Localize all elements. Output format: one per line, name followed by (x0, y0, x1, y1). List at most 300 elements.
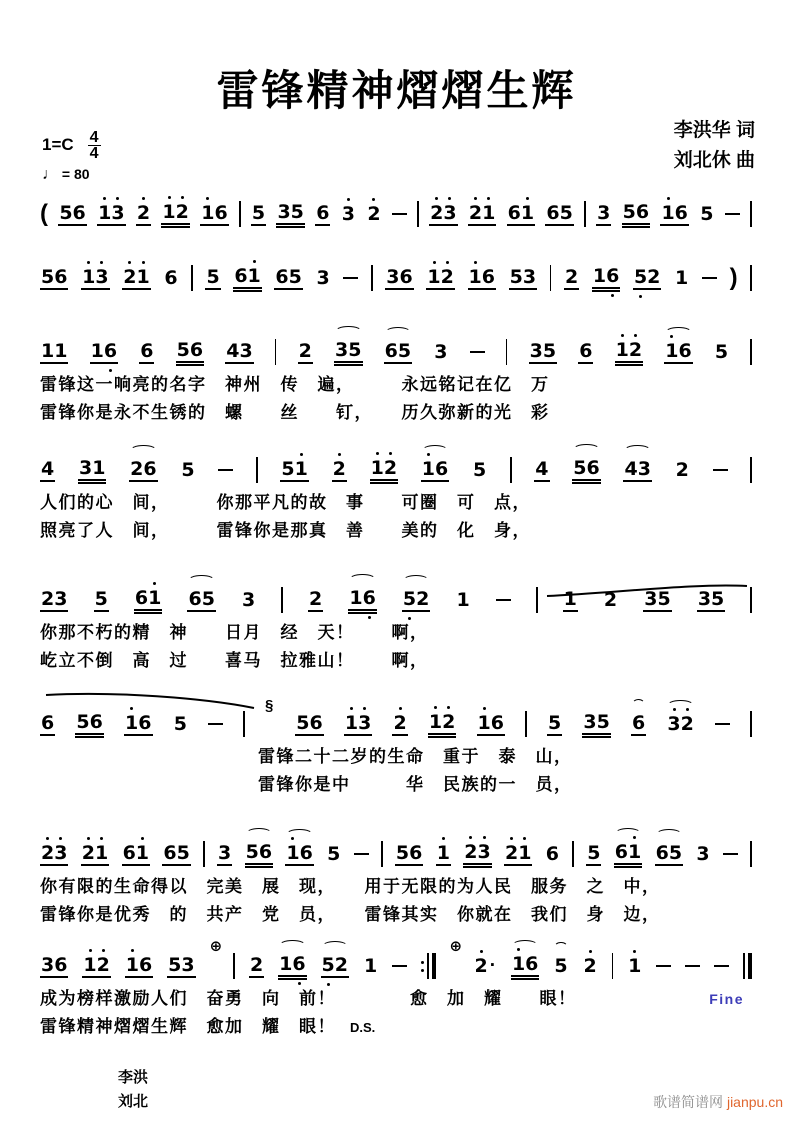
lyric-text: 照亮了人 间， 雷锋你是那真 善 美的 化 身， (40, 521, 531, 540)
note: 6 (490, 712, 504, 734)
note: 1 (82, 266, 96, 288)
lyric-text: 雷锋你是永不生锈的 螺 丝 钉， 历久弥新的光 彩 (40, 403, 550, 422)
lyric-text: 雷锋精神熠熠生辉 愈加 耀 眼！ (40, 1017, 336, 1036)
note-group (326, 843, 341, 865)
note: 1 (421, 458, 436, 480)
note-group (433, 341, 448, 363)
note: 3 (316, 267, 330, 289)
note-group (217, 842, 232, 866)
notation-line (40, 582, 752, 618)
note-group (334, 339, 362, 366)
note: 6 (188, 588, 202, 610)
note: 1 (436, 842, 450, 864)
note-group (124, 712, 152, 736)
note: 6 (134, 586, 149, 609)
note: 2 (334, 954, 349, 976)
note-group (623, 458, 651, 482)
note-group (139, 340, 154, 364)
note-group (572, 457, 600, 484)
barline (203, 841, 205, 867)
barline (750, 841, 752, 867)
note-group (316, 267, 331, 289)
barline (612, 953, 614, 979)
notation-system (40, 582, 752, 674)
note: 5 (290, 200, 304, 223)
meter-numerator: 4 (89, 129, 99, 146)
note: 3 (386, 266, 400, 288)
note: 5 (668, 842, 683, 864)
note-group (122, 842, 150, 866)
note: 2 (41, 588, 55, 610)
note-group (615, 339, 643, 366)
note: 2 (430, 202, 444, 224)
note-group (660, 202, 688, 226)
note-group (136, 202, 151, 226)
barline (750, 339, 752, 365)
lyric-text: 雷锋你是优秀 的 共产 党 员， 雷锋其实 你就在 我们 身 边， (40, 905, 661, 924)
note: 1 (136, 266, 150, 288)
note: 2 (440, 266, 454, 288)
note: 6 (214, 202, 228, 224)
note-group (534, 458, 549, 482)
note: 3 (341, 203, 355, 225)
note-group (176, 339, 204, 366)
note: 1 (349, 586, 363, 609)
note-group (274, 266, 302, 290)
note-group (122, 266, 150, 290)
note: 3 (696, 843, 710, 865)
note: 5 (173, 713, 187, 735)
barline (750, 201, 752, 227)
note-group (545, 202, 573, 226)
note: 3 (644, 588, 658, 610)
note: 2 (298, 340, 312, 362)
note-group (545, 843, 560, 865)
note: 2 (564, 266, 579, 288)
note: 2 (680, 713, 694, 735)
note: 6 (316, 202, 330, 224)
note-group (40, 712, 55, 736)
composer-credit: 刘北休 曲 (673, 150, 755, 171)
note-group (40, 340, 68, 364)
note-group (278, 953, 306, 980)
lyric-line (40, 902, 752, 928)
note: 4 (41, 458, 55, 480)
footer-credit-line1: 李洪 (118, 1069, 149, 1086)
note-group (426, 266, 454, 290)
note-group (504, 842, 532, 866)
coda-icon: ⊕ (449, 938, 463, 955)
note: 1 (54, 340, 68, 362)
lyric-line (40, 986, 752, 1012)
note: 4 (535, 458, 549, 480)
note: 1 (511, 952, 526, 975)
note: 6 (143, 458, 157, 480)
lyric-line (40, 772, 752, 798)
notation-system (40, 260, 752, 296)
key-label: 1=C (42, 134, 74, 154)
note: 3 (218, 842, 232, 864)
note-group (477, 712, 505, 736)
note-group (507, 202, 535, 226)
note: 5 (176, 338, 190, 361)
notation-system (40, 334, 752, 426)
note: 3 (277, 200, 291, 223)
notation-system (40, 836, 752, 928)
note: 5 (181, 459, 195, 481)
note-group (40, 458, 55, 482)
note: 6 (122, 842, 136, 864)
note: 5 (472, 459, 487, 481)
notation-line (40, 452, 752, 488)
note-group (251, 202, 266, 226)
note: 1 (370, 456, 384, 479)
note-group (631, 712, 646, 736)
note: 6 (258, 840, 273, 863)
note: 1 (92, 456, 106, 479)
note: 1 (98, 202, 112, 224)
note: 6 (41, 712, 55, 734)
note-group (402, 588, 430, 612)
note-group (582, 955, 597, 977)
thin-bar (427, 953, 429, 979)
note-group (308, 588, 323, 612)
note: 5 (587, 842, 601, 864)
note: 1 (520, 202, 535, 224)
repeat-dots (421, 953, 424, 979)
note: 1 (279, 952, 293, 975)
note-group (40, 266, 68, 290)
note: 3 (667, 713, 681, 735)
site-url: jianpu.cn (726, 1094, 783, 1110)
note: 2 (123, 266, 137, 288)
note-group (40, 954, 68, 978)
lyric-line (40, 518, 752, 544)
notation-line (40, 696, 752, 742)
note-group (163, 267, 178, 289)
lyric-line (40, 372, 752, 398)
barline (233, 953, 235, 979)
note: 2 (175, 200, 189, 223)
note-group (341, 203, 356, 225)
note: 3 (41, 954, 55, 976)
note: 6 (138, 712, 152, 734)
song-title: 雷锋精神熠熠生辉 (216, 67, 577, 114)
note: 6 (140, 340, 154, 362)
note: 5 (251, 202, 266, 224)
final-barline (743, 953, 752, 979)
note: 5 (348, 338, 362, 361)
duration-dash (343, 277, 358, 280)
note-group (332, 458, 347, 482)
note: 3 (597, 202, 611, 224)
barline (750, 457, 752, 483)
note: 2 (505, 842, 519, 864)
note: 5 (554, 955, 568, 977)
note: 2 (583, 955, 597, 977)
meter-denominator: 4 (89, 145, 99, 162)
note: 6 (614, 840, 629, 863)
note-group (392, 712, 407, 736)
note-group (603, 589, 618, 611)
note: 3 (111, 202, 125, 224)
note-group (586, 842, 601, 866)
note-group (468, 266, 496, 290)
note: 6 (635, 200, 650, 223)
barline (506, 339, 508, 365)
note: 4 (624, 458, 638, 480)
note: 2 (130, 458, 144, 480)
lyric-line (40, 1014, 752, 1041)
paren-mark: ) (729, 264, 738, 291)
augmentation-dot: · (489, 955, 497, 976)
duration-dash (208, 723, 223, 726)
note-group (455, 589, 470, 611)
note-group (245, 841, 273, 868)
note: 2 (468, 202, 483, 224)
note: 6 (54, 266, 68, 288)
note-group (666, 713, 694, 735)
note-group (370, 457, 398, 484)
dot (421, 969, 424, 972)
note: 6 (292, 952, 306, 975)
note-group (622, 201, 650, 228)
note: 5 (547, 712, 562, 734)
note-group (472, 459, 487, 481)
notation-line (40, 938, 752, 984)
notation-line (40, 836, 752, 872)
note: 4 (226, 340, 240, 362)
note: 2 (628, 338, 643, 361)
note: 5 (201, 588, 215, 610)
lyric-text: 雷锋这一响亮的名字 神州 传 遍， 永远铭记在亿 万 (40, 375, 550, 394)
note: 5 (596, 710, 610, 733)
note: 2 (309, 588, 323, 610)
note: 1 (468, 266, 482, 288)
note: 5 (622, 200, 636, 223)
note: 1 (665, 340, 679, 362)
thin-bar (743, 953, 745, 979)
credits (674, 116, 755, 176)
note-group (58, 202, 86, 226)
note: 3 (54, 842, 68, 864)
note-group (596, 202, 611, 226)
barline (750, 587, 752, 613)
duration-dash (218, 469, 233, 472)
note-group (295, 712, 323, 736)
barline (750, 265, 752, 291)
note: 6 (89, 710, 103, 733)
note: 2 (136, 202, 151, 224)
note: 3 (54, 588, 68, 610)
note: 6 (189, 338, 204, 361)
note-group (429, 202, 457, 226)
note-group (468, 202, 496, 226)
barline (417, 201, 419, 227)
note-group (82, 954, 110, 978)
note: 5 (206, 266, 220, 288)
note: 1 (563, 588, 577, 610)
site-name: 歌谱简谱网 (653, 1094, 724, 1110)
note: 5 (573, 456, 587, 479)
note: 6 (299, 842, 313, 864)
note-group (643, 588, 671, 612)
duration-dash (354, 853, 369, 856)
note-group (695, 843, 710, 865)
note: 1 (148, 586, 162, 609)
footer-credit (118, 1066, 148, 1114)
note: 1 (286, 842, 300, 864)
note-group (125, 954, 153, 978)
barline (371, 265, 373, 291)
note-group (436, 842, 451, 866)
note-group (94, 588, 109, 612)
lyric-text: 人们的心 间， 你那平凡的故 事 可圈 可 点， (40, 493, 531, 512)
note: 6 (678, 340, 692, 362)
note-group (697, 588, 725, 612)
barline (275, 339, 277, 365)
note-group (366, 203, 381, 225)
barline (281, 587, 283, 613)
barline (525, 711, 527, 737)
note: 6 (631, 712, 646, 734)
notation-line (40, 334, 752, 370)
note: 6 (606, 264, 620, 287)
note: 3 (242, 589, 256, 611)
lyricist-credit: 李洪华 词 (673, 120, 755, 141)
duration-dash (496, 599, 511, 602)
note-group (285, 842, 313, 866)
note: 6 (234, 264, 248, 287)
note: 3 (181, 954, 195, 976)
barline (381, 841, 383, 867)
note-group (385, 266, 413, 290)
note-group (655, 842, 683, 866)
note-group (276, 201, 304, 228)
note: 2 (367, 203, 381, 225)
note: 3 (335, 338, 349, 361)
notation-line (40, 260, 752, 296)
note: 6 (435, 458, 449, 480)
note-group (134, 587, 162, 614)
duration-dash (392, 965, 407, 968)
paren-mark: ( (40, 200, 48, 227)
note: 1 (518, 842, 532, 864)
note: 1 (428, 710, 443, 733)
note-group (97, 202, 125, 226)
note: 5 (321, 954, 335, 976)
note: 5 (395, 842, 410, 864)
duration-dash (714, 965, 729, 968)
note-group (81, 842, 109, 866)
note: 1 (201, 202, 215, 224)
lyric-line (40, 648, 752, 674)
note: 2 (96, 954, 110, 976)
note: 6 (399, 266, 413, 288)
note-group (473, 955, 497, 977)
note: 6 (384, 340, 398, 362)
note-group (81, 266, 109, 290)
note-group (78, 457, 106, 484)
note-group (348, 587, 376, 614)
note-group (161, 201, 189, 228)
note: 6 (481, 266, 495, 288)
note-group (363, 955, 378, 977)
note-group (529, 340, 557, 364)
lyric-line (40, 490, 752, 516)
note: 5 (700, 203, 714, 225)
note: 5 (288, 266, 302, 288)
note: 3 (529, 340, 543, 362)
note: 3 (637, 458, 651, 480)
duration-dash (725, 213, 740, 216)
thick-bar (748, 953, 752, 979)
barline (536, 587, 538, 613)
note: 2 (675, 459, 689, 481)
lyric-line (40, 400, 752, 426)
note: 2 (250, 954, 264, 976)
notation-system (40, 696, 752, 798)
note-group (129, 458, 157, 482)
note: 2 (393, 712, 407, 734)
note: 3 (477, 840, 491, 863)
note: 1 (628, 840, 642, 863)
note-group (344, 712, 372, 736)
note: 6 (586, 456, 600, 479)
note-group (249, 954, 264, 978)
duration-dash (713, 469, 728, 472)
note-group (421, 458, 449, 482)
note: 1 (477, 712, 491, 734)
note: 1 (675, 267, 689, 289)
note-group (675, 459, 690, 481)
note: 5 (657, 588, 671, 610)
fine-label: Fine (709, 991, 744, 1007)
duration-dash (715, 723, 730, 726)
note: 6 (139, 954, 153, 976)
duration-dash (723, 853, 738, 856)
dot (421, 961, 424, 964)
note-group (564, 266, 579, 290)
site-watermark (653, 1092, 783, 1112)
note-group (592, 265, 620, 292)
note: 6 (579, 340, 593, 362)
notation-line (40, 196, 752, 232)
note: 1 (125, 712, 139, 734)
note: 6 (409, 842, 423, 864)
note-group (511, 953, 539, 980)
note: 1 (162, 200, 176, 223)
note: 6 (362, 586, 376, 609)
note: 5 (94, 588, 108, 610)
note: 5 (327, 843, 341, 865)
lyric-line (40, 620, 752, 646)
note-group (664, 340, 692, 364)
note-group (241, 589, 256, 611)
duration-dash (685, 965, 700, 968)
note-group (509, 266, 537, 290)
note: 2 (603, 589, 618, 611)
note: 1 (125, 954, 140, 976)
note: 1 (294, 458, 308, 480)
note: 6 (275, 266, 289, 288)
note: 3 (78, 456, 93, 479)
notation-system (40, 452, 752, 544)
tempo-marking (42, 166, 90, 184)
tempo-value: = 80 (61, 166, 90, 182)
note: 6 (525, 952, 539, 975)
note-group (162, 842, 190, 866)
